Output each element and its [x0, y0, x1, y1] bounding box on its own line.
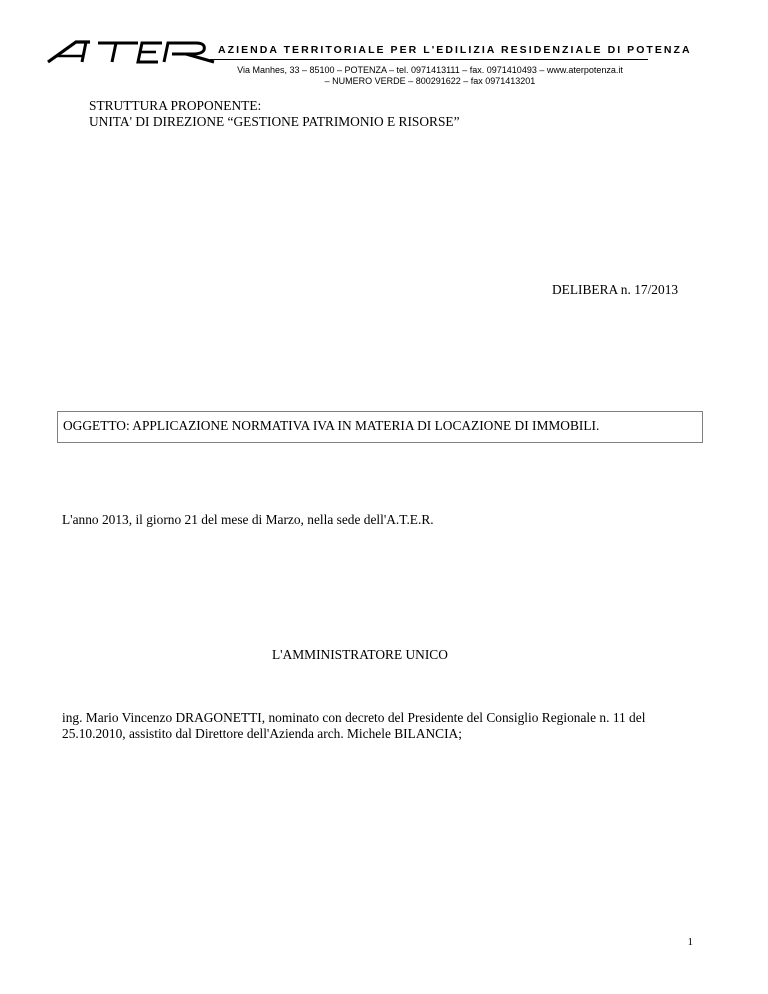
- delibera-number: DELIBERA n. 17/2013: [552, 282, 679, 297]
- struttura-proponente-value: UNITA' DI DIREZIONE “GESTIONE PATRIMONIO E RISORSE”: [89, 114, 460, 129]
- organization-name: AZIENDA TERRITORIALE PER L'EDILIZIA RESIDENZIALE DI POTENZA: [218, 44, 692, 56]
- address-line-2: – NUMERO VERDE – 800291622 – fax 0971413201: [324, 76, 536, 86]
- ater-logo: [46, 40, 216, 64]
- section-title: L'AMMINISTRATORE UNICO: [272, 647, 448, 662]
- struttura-proponente-label: STRUTTURA PROPONENTE:: [89, 98, 262, 113]
- paragraph-line-2: 25.10.2010, assistito dal Direttore dell'Azienda arch. Michele BILANCIA;: [62, 726, 462, 741]
- paragraph-line-1: ing. Mario Vincenzo DRAGONETTI, nominato con decreto del Presidente del Consiglio Regionale n. 11 del: [62, 710, 646, 725]
- date-line: L'anno 2013, il giorno 21 del mese di Marzo, nella sede dell'A.T.E.R.: [62, 512, 434, 527]
- subject-text: OGGETTO: APPLICAZIONE NORMATIVA IVA IN MATERIA DI LOCAZIONE DI IMMOBILI.: [63, 418, 600, 433]
- letterhead-divider: [210, 59, 648, 60]
- page-number: 1: [687, 936, 693, 948]
- address-line-1: Via Manhes, 33 – 85100 – POTENZA – tel. 0971413111 – fax. 0971410493 – www.aterpotenza.it: [237, 65, 623, 75]
